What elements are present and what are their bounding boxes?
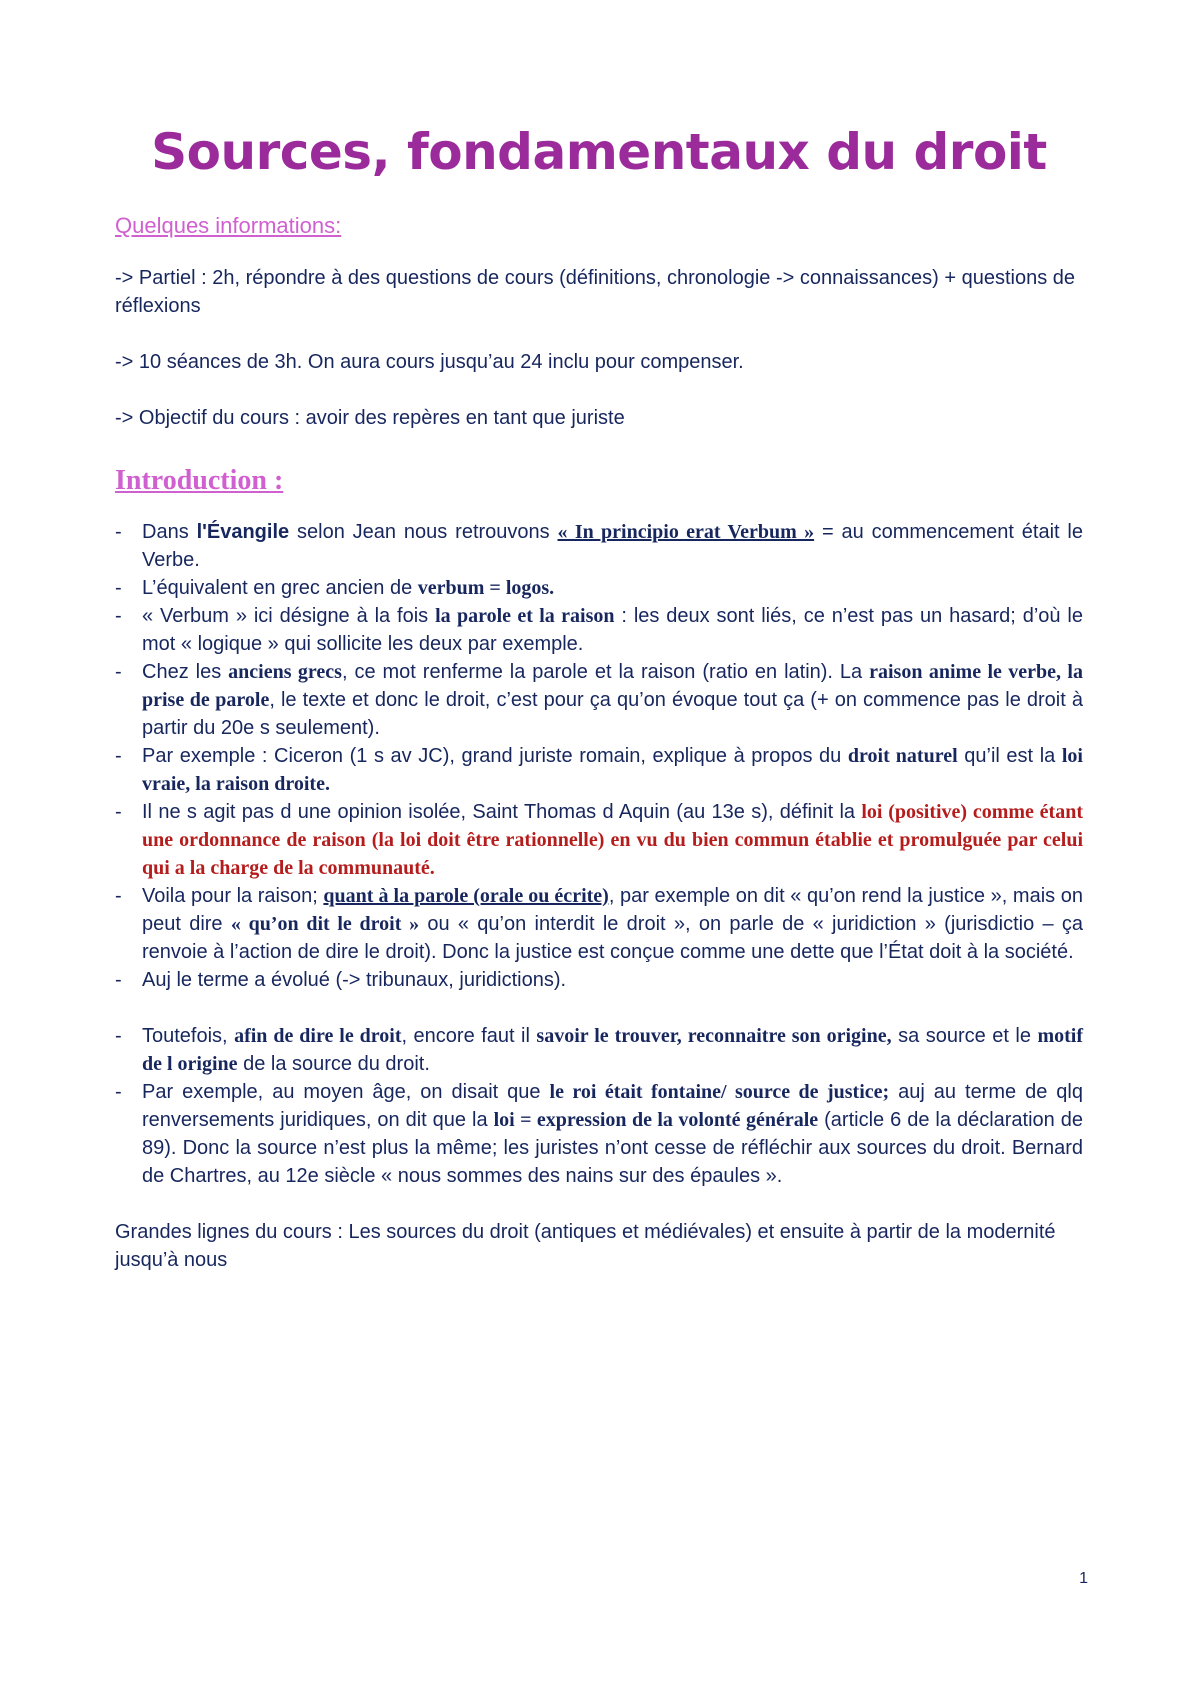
list-item xyxy=(115,742,1083,798)
text: , le texte et donc le droit, c’est pour ça qu’on évoque tout ça (+ on commence pas le droit à partir du 20e s seulement). xyxy=(142,689,1083,739)
bullet-dash: - xyxy=(115,1081,122,1103)
info-seances: -> 10 séances de 3h. On aura cours jusqu’au 24 inclu pour compenser. xyxy=(115,351,744,373)
text: = au commencement était le Verbe. xyxy=(142,521,1083,571)
text: qu’il est la xyxy=(957,745,1062,767)
red-emphasis: loi (positive) comme étant une ordonnance de raison (la loi doit être rationnelle) en vu du bien commun établie et promulguée par celui qui a la charge de la communauté. xyxy=(142,801,1083,879)
list-item xyxy=(115,966,1083,994)
text: (article 6 de la déclaration de 89). Donc la source n’est plus la même; les juristes n’ont cesse de réfléchir aux sources du droit. Bernard de Chartres, au 12e siècle « nous sommes des nains sur des épaules ». xyxy=(142,1109,1084,1187)
text: L’équivalent en grec ancien de xyxy=(142,577,418,599)
list-item xyxy=(115,518,1083,574)
bullet-dash: - xyxy=(115,1025,122,1047)
list-item xyxy=(115,882,1083,966)
bold-text: le roi était fontaine/ source de justice; xyxy=(549,1081,890,1103)
bullet-dash: - xyxy=(115,969,122,991)
text: Il ne s agit pas d une opinion isolée, Saint Thomas d Aquin (au 13e s), définit la xyxy=(142,801,862,823)
text: , par exemple on dit « qu’on rend la justice », mais on peut dire xyxy=(142,885,1083,935)
bold-text: loi vraie, la raison droite. xyxy=(142,745,1083,795)
page-title: Sources, fondamentaux du droit xyxy=(151,123,1047,181)
text: , ce mot renferme la parole et la raison (ratio en latin). La xyxy=(341,661,870,683)
info-heading: Quelques informations: xyxy=(115,213,342,238)
list-item xyxy=(115,798,1083,882)
text: Par exemple, au moyen âge, on disait que xyxy=(142,1081,550,1103)
info-partiel: -> Partiel : 2h, répondre à des questions de cours (définitions, chronologie -> connaissances) + questions de réflexions xyxy=(115,267,1076,317)
text: ou « qu’on interdit le droit », on parle de « juridiction » (jurisdictio – ça renvoie à l’action de dire le droit). Donc la justice est conçue comme une dette que l’État doit à la société. xyxy=(142,913,1083,963)
bullet-dash: - xyxy=(115,605,122,627)
bold-text: la parole et la raison xyxy=(435,605,615,627)
list-item xyxy=(115,602,1083,658)
closing-paragraph: Grandes lignes du cours : Les sources du droit (antiques et médiévales) et ensuite à partir de la modernité jusqu’à nous xyxy=(115,1221,1056,1271)
intro-heading: Introduction : xyxy=(115,465,284,496)
text: selon Jean nous retrouvons xyxy=(289,521,558,543)
bullet-dash: - xyxy=(115,577,122,599)
bold-text: motif de l origine xyxy=(142,1025,1083,1075)
bullet-dash: - xyxy=(115,661,122,683)
info-objectif: -> Objectif du cours : avoir des repères en tant que juriste xyxy=(115,407,625,429)
text: Dans xyxy=(142,521,197,543)
bold-text: verbum = logos. xyxy=(417,577,555,599)
bold-text: l'Évangile xyxy=(196,521,290,543)
bullet-dash: - xyxy=(115,801,122,823)
text: Voila pour la raison; xyxy=(142,885,324,907)
text: sa source et le xyxy=(891,1025,1038,1047)
list-item xyxy=(115,1078,1083,1190)
text: Auj le terme a évolué (-> tribunaux, juridictions). xyxy=(142,969,567,991)
bullet-dash: - xyxy=(115,521,122,543)
page-number: 1 xyxy=(1079,1570,1088,1587)
bold-text: droit naturel xyxy=(847,745,958,767)
bold-text: anciens grecs xyxy=(228,661,342,683)
list-item xyxy=(115,658,1083,742)
intro-list xyxy=(115,518,1083,1190)
text: , encore faut il xyxy=(401,1025,537,1047)
bold-text: raison anime le verbe, la prise de parole xyxy=(142,661,1083,711)
text: Toutefois, xyxy=(142,1025,235,1047)
bold-text: loi = expression de la volonté générale xyxy=(493,1109,819,1131)
text: Chez les xyxy=(142,661,229,683)
text: : les deux sont liés, ce n’est pas un hasard; d’où le mot « logique » qui sollicite les deux par exemple. xyxy=(142,605,1083,655)
text: « Verbum » ici désigne à la fois xyxy=(142,605,436,627)
text: Par exemple : Ciceron (1 s av JC), grand juriste romain, explique à propos du xyxy=(142,745,848,767)
bullet-dash: - xyxy=(115,885,122,907)
bold-text: savoir le trouver, reconnaitre son origine, xyxy=(536,1025,892,1047)
quote-in-principio: « In principio erat Verbum » xyxy=(557,521,815,543)
text: de la source du droit. xyxy=(237,1053,430,1075)
list-item xyxy=(115,574,1083,602)
underlined-text: quant à la parole (orale ou écrite) xyxy=(323,885,609,907)
bold-text: « qu’on dit le droit » xyxy=(230,913,420,935)
bold-text: afin de dire le droit xyxy=(234,1025,402,1047)
bullet-dash: - xyxy=(115,745,122,767)
text: auj au terme de qlq renversements juridiques, on dit que la xyxy=(142,1081,1083,1131)
list-item xyxy=(115,1022,1083,1078)
